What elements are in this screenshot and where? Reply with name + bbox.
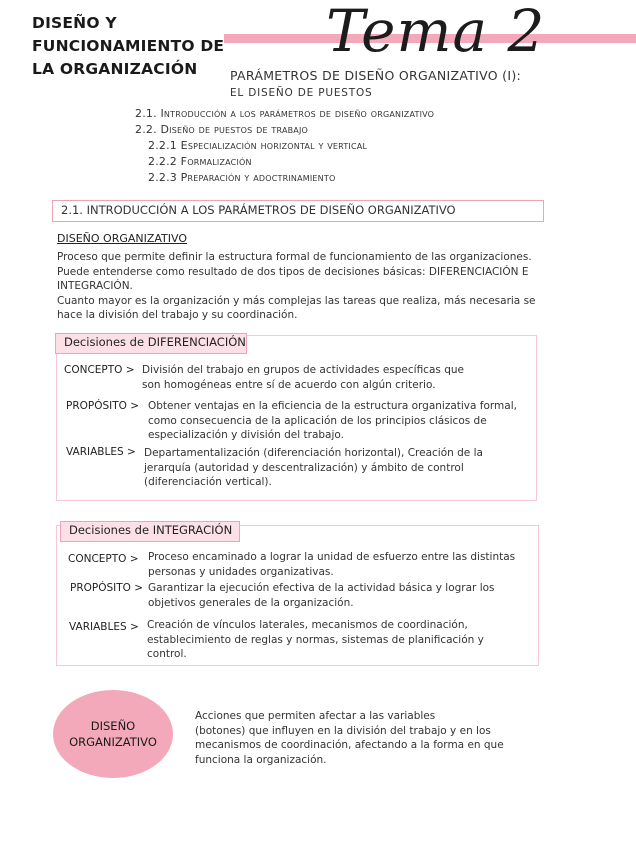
diferenciacion-label: Decisiones de DIFERENCIACIÓN	[55, 333, 247, 354]
ellipse-line: ORGANIZATIVO	[69, 735, 157, 749]
intro-line: hace la división del trabajo y su coordinación.	[57, 309, 298, 321]
intro-line: Cuanto mayor es la organización y más complejas las tareas que realiza, más necesaria se	[57, 294, 536, 307]
diferenciacion-proposito-key: PROPÓSITO >	[66, 400, 140, 412]
dval-line: establecimiento de reglas y normas, sistemas de planificación y	[147, 633, 484, 646]
integracion-label: Decisiones de INTEGRACIÓN	[60, 521, 240, 542]
dval-line: Creación de vínculos laterales, mecanismos de coordinación,	[147, 619, 468, 631]
diseno-organizativo-ellipse	[53, 690, 173, 778]
toc-item: 2.2.1 Especialización horizontal y vertical	[148, 139, 368, 152]
dval-line: Departamentalización (diferenciación horizontal), Creación de la	[144, 447, 483, 459]
section-heading: 2.1. INTRODUCCIÓN A LOS PARÁMETROS DE DISEÑO ORGANIZATIVO	[52, 200, 544, 222]
dval-line: especialización y división del trabajo.	[148, 429, 344, 441]
diferenciacion-concepto-key: CONCEPTO >	[64, 364, 135, 376]
subject-title-line: FUNCIONAMIENTO DE	[32, 37, 225, 55]
dval-line: personas y unidades organizativas.	[148, 565, 334, 578]
integracion-proposito	[148, 581, 533, 610]
dval-line: Obtener ventajas en la eficiencia de la estructura organizativa formal,	[148, 400, 517, 412]
integracion-concepto	[148, 550, 533, 579]
definition-heading: DISEÑO ORGANIZATIVO	[57, 232, 188, 245]
dval-line: División del trabajo en grupos de actividades específicas que	[142, 364, 464, 376]
diferenciacion-proposito	[148, 399, 533, 443]
subject-title-line: LA ORGANIZACIÓN	[32, 60, 198, 78]
ellipse-line: DISEÑO	[90, 719, 136, 733]
definition-line: Acciones que permiten afectar a las variables	[195, 710, 436, 722]
diferenciacion-concepto	[142, 363, 532, 392]
dval-line: Proceso encaminado a lograr la unidad de esfuerzo entre las distintas	[148, 551, 516, 563]
integracion-concepto-key: CONCEPTO >	[68, 553, 139, 565]
diferenciacion-variables	[144, 446, 532, 490]
intro-line: INTEGRACIÓN.	[57, 280, 133, 292]
definition-line: (botones) que influyen en la división del trabajo y en los	[195, 724, 491, 737]
dval-line: son homogéneas entre sí de acuerdo con algún criterio.	[142, 378, 436, 391]
intro-paragraph	[57, 250, 542, 323]
diferenciacion-variables-key: VARIABLES >	[66, 446, 136, 458]
dval-line: control.	[147, 648, 187, 660]
integracion-variables	[147, 618, 532, 662]
tema-label: Tema 2	[326, 0, 546, 65]
integracion-proposito-key: PROPÓSITO >	[70, 582, 144, 594]
diseno-organizativo-definition	[195, 709, 520, 767]
toc-item: 2.2. Diseño de puestos de trabajo	[135, 123, 309, 136]
definition-line: mecanismos de coordinación, afectando a la forma en que	[195, 739, 504, 751]
unit-title: PARÁMETROS DE DISEÑO ORGANIZATIVO (I):	[230, 68, 522, 83]
dval-line: Garantizar la ejecución efectiva de la actividad básica y lograr los	[148, 582, 495, 594]
dval-line: objetivos generales de la organización.	[148, 596, 354, 609]
dval-line: jerarquía (autoridad y descentralización) y ámbito de control	[144, 461, 464, 474]
definition-line: funciona la organización.	[195, 753, 327, 766]
intro-line: Proceso que permite definir la estructura formal de funcionamiento de las organizaciones.	[57, 251, 532, 263]
toc-item: 2.1. Introducción a los parámetros de diseño organizativo	[135, 107, 435, 120]
subject-title-line: DISEÑO Y	[32, 14, 117, 32]
table-of-contents	[135, 106, 434, 186]
dval-line: como consecuencia de la aplicación de los principios clásicos de	[148, 414, 487, 427]
toc-item: 2.2.2 Formalización	[148, 155, 252, 168]
integracion-variables-key: VARIABLES >	[69, 621, 139, 633]
unit-subtitle: EL DISEÑO DE PUESTOS	[230, 87, 373, 99]
toc-item: 2.2.3 Preparación y adoctrinamiento	[148, 171, 336, 184]
dval-line: (diferenciación vertical).	[144, 476, 272, 488]
intro-line: Puede entenderse como resultado de dos tipos de decisiones básicas: DIFERENCIACIÓN E	[57, 265, 529, 278]
subject-title	[32, 12, 232, 81]
